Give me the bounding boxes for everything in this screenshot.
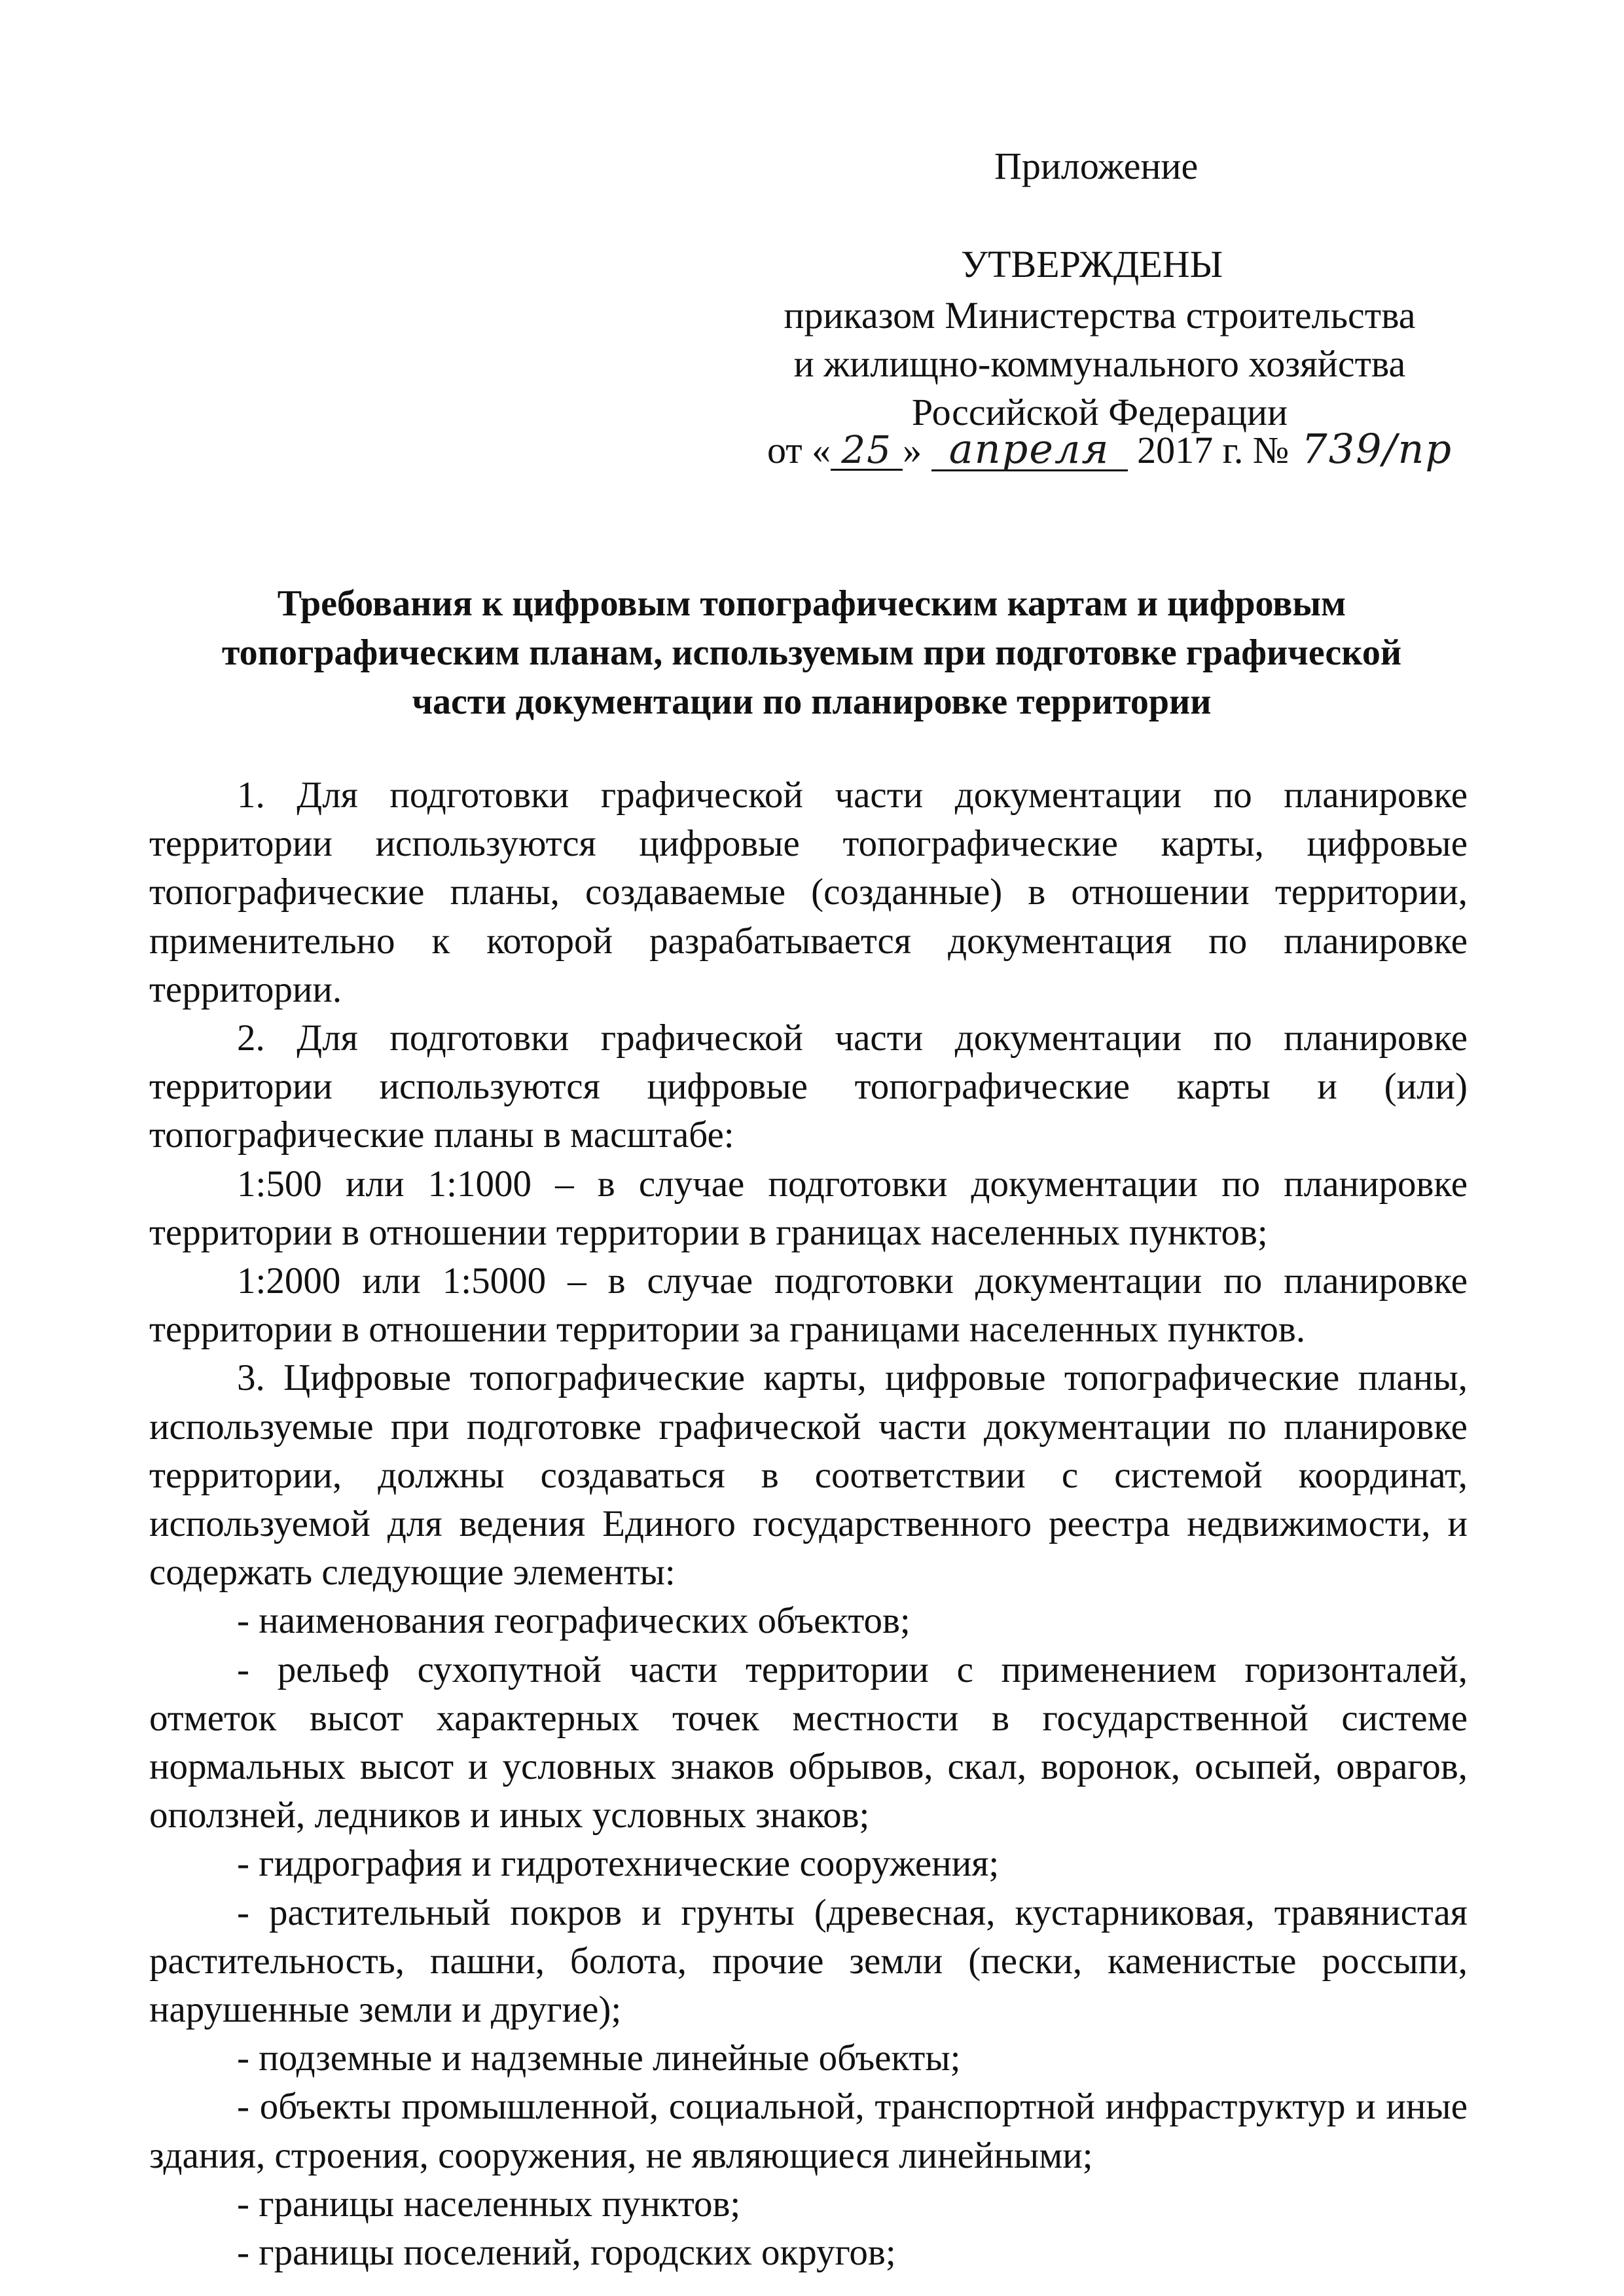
- list-item: - границы поселений, городских округов;: [237, 2232, 896, 2274]
- document-body: [149, 771, 1468, 2277]
- list-item: - границы населенных пунктов;: [237, 2183, 741, 2225]
- list-item: - объекты промышленной, социальной, транспортной инфраструктур и иные здания, строения, сооружения, не являющиеся линейными;: [149, 2086, 1468, 2176]
- date-year: 2017 г. №: [1137, 429, 1290, 471]
- document-title: [131, 579, 1492, 727]
- paragraph-1: 1. Для подготовки графической части документации по планировке территории используются цифровые топографические карты, цифровые топографические планы, создаваемые (созданные) в отношении территории, применительно к которой разрабатывается документация по планировке территории.: [149, 774, 1468, 1010]
- order-date-line: [767, 425, 1456, 473]
- scale-item-2: 1:2000 или 1:5000 – в случае подготовки документации по планировке территории в отношении территории за границами населенных пунктов.: [149, 1260, 1468, 1351]
- list-item: - наименования географических объектов;: [237, 1600, 911, 1642]
- list-item: - рельеф сухопутной части территории с применением горизонталей, отметок высот характерных точек местности в государственной системе нормальных высот и условных знаков обрывов, скал, воронок, осыпей, оврагов, оползней, ледников и иных условных знаков;: [149, 1649, 1468, 1836]
- scale-item-1: 1:500 или 1:1000 – в случае подготовки документации по планировке территории в отношении территории в границах населенных пунктов;: [149, 1163, 1468, 1253]
- title-line: части документации по планировке территории: [412, 682, 1212, 722]
- title-line: Требования к цифровым топографическим картам и цифровым: [277, 583, 1346, 624]
- list-item: - растительный покров и грунты (древесная, кустарниковая, травянистая растительность, пашни, болота, прочие земли (пески, каменистые россыпи, нарушенные земли и другие);: [149, 1891, 1468, 2031]
- list-item: - гидрография и гидротехнические сооружения;: [237, 1843, 1000, 1885]
- appendix-label: Приложение: [994, 145, 1199, 187]
- approval-order-line: приказом Министерства строительства: [784, 294, 1416, 337]
- approval-order-line: Российской Федерации: [911, 391, 1288, 433]
- handwritten-day: 25: [831, 431, 903, 471]
- handwritten-order-number: 739/пр: [1301, 425, 1453, 473]
- handwritten-month: апреля: [931, 429, 1128, 471]
- paragraph-2: 2. Для подготовки графической части документации по планировке территории используются цифровые топографические карты и (или) топографические планы в масштабе:: [149, 1017, 1468, 1156]
- list-item: - подземные и надземные линейные объекты;: [237, 2037, 961, 2079]
- approval-order-block: [759, 291, 1440, 437]
- paragraph-3: 3. Цифровые топографические карты, цифровые топографические планы, используемые при подготовке графической части документации по планировке территории, должны создаваться в соответствии с системой координат, используемой для ведения Единого государственного реестра недвижимости, и содержать следующие элементы:: [149, 1357, 1468, 1594]
- title-line: топографическим планам, используемым при подготовке графической: [221, 632, 1402, 673]
- date-prefix: от «: [767, 429, 831, 471]
- date-mid: »: [903, 429, 922, 471]
- approval-order-line: и жилищно-коммунального хозяйства: [793, 342, 1406, 385]
- approved-stamp-heading: УТВЕРЖДЕНЫ: [961, 243, 1223, 285]
